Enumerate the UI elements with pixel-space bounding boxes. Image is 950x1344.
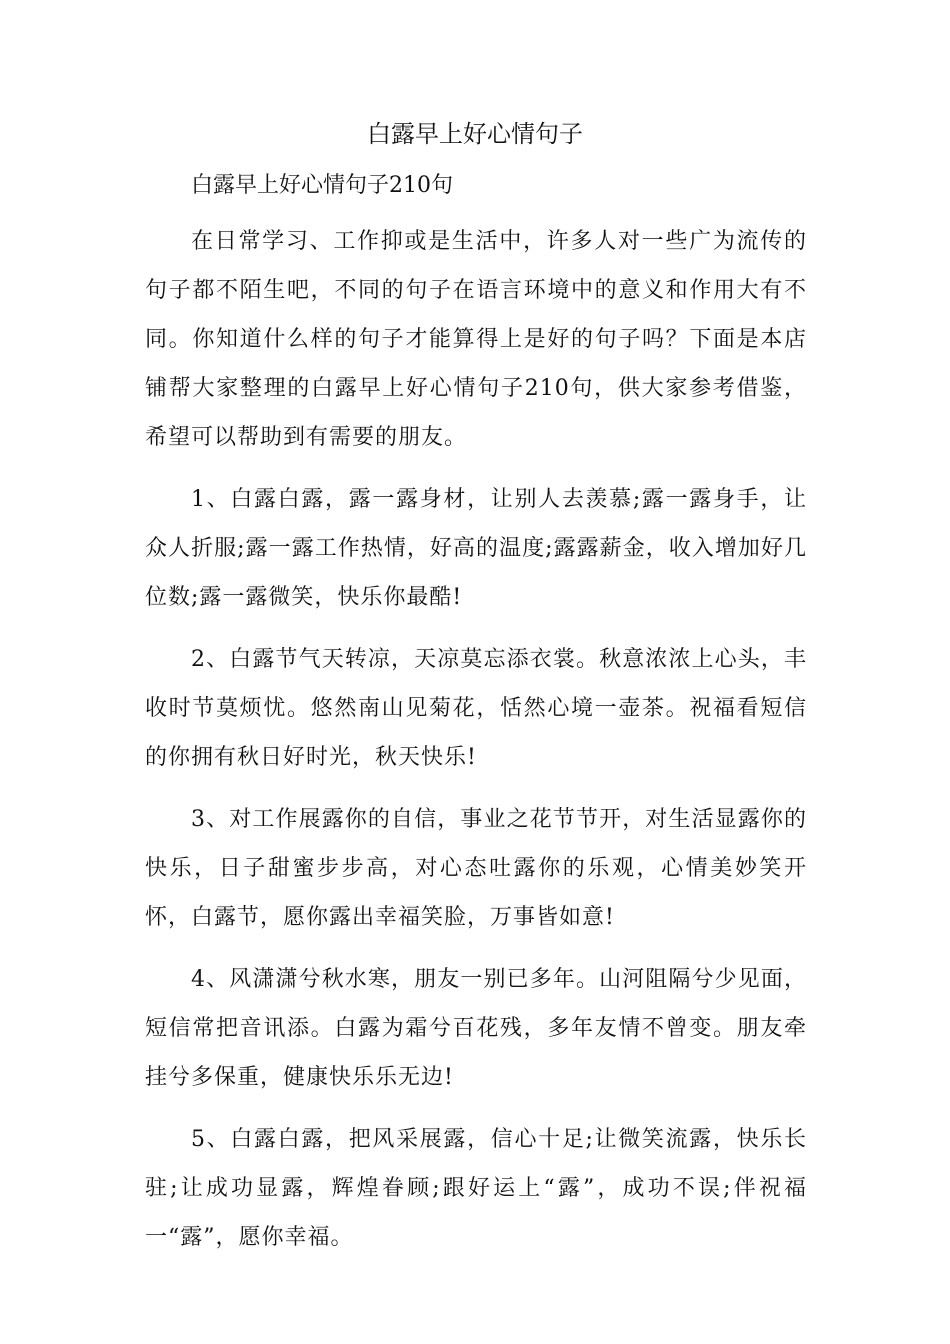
paragraph-item-3: 3、对工作展露你的自信，事业之花节节开，对生活显露你的快乐，日子甜蜜步步高，对心态吐露你的乐观，心情美妙笑开怀，白露节，愿你露出幸福笑脸，万事皆如意! (145, 807, 807, 930)
paragraph-intro: 在日常学习、工作抑或是生活中，许多人对一些广为流传的句子都不陌生吧，不同的句子在语言环境中的意义和作用大有不同。你知道什么样的句子才能算得上是好的句子吗？下面是本店铺帮大家整理的白露早上好心情句子210句，供大家参考借鉴，希望可以帮助到有需要的朋友。 (145, 229, 807, 450)
paragraph-item-4: 4、风潇潇兮秋水寒，朋友一别已多年。山河阻隔兮少见面，短信常把音讯添。白露为霜兮百花残，多年友情不曾变。朋友牵挂兮多保重，健康快乐乐无边! (145, 967, 807, 1090)
document-subtitle: 白露早上好心情句子210句 (191, 173, 453, 198)
paragraph-item-1: 1、白露白露，露一露身材，让别人去羡慕;露一露身手，让众人折服;露一露工作热情，好高的温度;露露薪金，收入增加好几位数;露一露微笑，快乐你最酷! (145, 487, 807, 610)
document-body (145, 168, 807, 1275)
paragraph-item-5: 5、白露白露，把风采展露，信心十足;让微笑流露，快乐长驻;让成功显露，辉煌眷顾;跟好运上“露”，成功不误;伴祝福一“露”，愿你幸福。 (145, 1127, 807, 1250)
paragraph-item-2: 2、白露节气天转凉，天凉莫忘添衣裳。秋意浓浓上心头，丰收时节莫烦忧。悠然南山见菊花，恬然心境一壶茶。祝福看短信的你拥有秋日好时光，秋天快乐! (145, 647, 807, 770)
document-title: 白露早上好心情句子 (367, 120, 583, 148)
